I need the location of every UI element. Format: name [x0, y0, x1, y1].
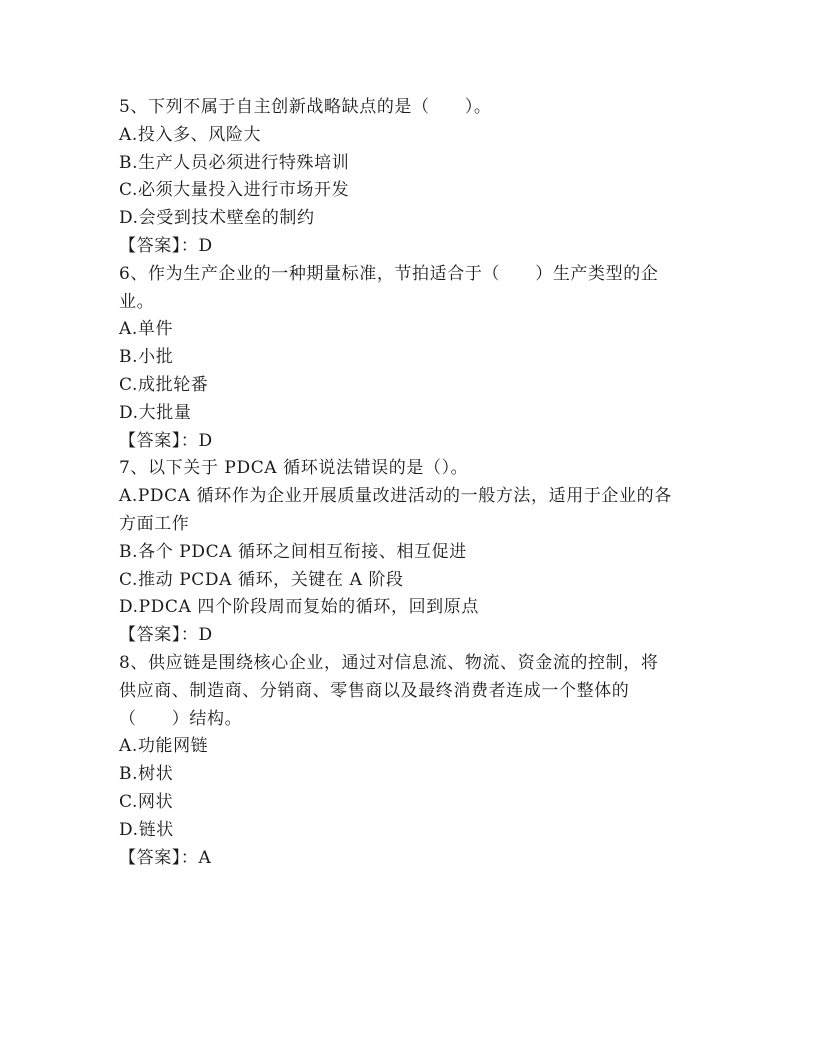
option-b: B.小批 — [119, 347, 174, 368]
question-stem-continued: （ ）结构。 — [119, 708, 243, 729]
option-b: B.生产人员必须进行特殊培训 — [119, 152, 350, 173]
question-7 — [119, 455, 699, 650]
option-d: D.PDCA 四个阶段周而复始的循环，回到原点 — [119, 597, 479, 618]
option-a-continued: 方面工作 — [119, 513, 190, 534]
option-c: C.网状 — [119, 791, 174, 812]
option-c: C.成批轮番 — [119, 374, 209, 395]
answer-line: 【答案】：D — [119, 430, 213, 451]
option-a: A.功能网链 — [119, 736, 209, 757]
option-c: C.推动 PCDA 循环，关键在 A 阶段 — [119, 569, 404, 590]
question-stem-continued: 供应商、制造商、分销商、零售商以及最终消费者连成一个整体的 — [119, 680, 630, 701]
option-b: B.树状 — [119, 764, 174, 785]
option-a: A.PDCA 循环作为企业开展质量改进活动的一般方法，适用于企业的各 — [119, 486, 672, 507]
document-page — [119, 94, 699, 872]
answer-line: 【答案】：D — [119, 625, 213, 646]
option-d: D.链状 — [119, 819, 174, 840]
question-stem: 6、作为生产企业的一种期量标准，节拍适合于（ ）生产类型的企 — [119, 263, 659, 284]
question-6 — [119, 261, 699, 456]
question-stem: 8、供应链是围绕核心企业，通过对信息流、物流、资金流的控制，将 — [119, 652, 659, 673]
option-b: B.各个 PDCA 循环之间相互衔接、相互促进 — [119, 541, 467, 562]
option-a: A.投入多、风险大 — [119, 124, 262, 145]
answer-line: 【答案】：D — [119, 235, 213, 256]
answer-line: 【答案】：A — [119, 847, 212, 868]
option-d: D.会受到技术壁垒的制约 — [119, 208, 315, 229]
option-d: D.大批量 — [119, 402, 192, 423]
question-8 — [119, 650, 699, 872]
option-a: A.单件 — [119, 319, 174, 340]
option-c: C.必须大量投入进行市场开发 — [119, 180, 350, 201]
question-stem: 5、下列不属于自主创新战略缺点的是（ ）。 — [119, 97, 492, 117]
question-5 — [119, 94, 699, 261]
question-stem: 7、以下关于 PDCA 循环说法错误的是（）。 — [119, 458, 469, 479]
question-stem-continued: 业。 — [119, 291, 155, 312]
